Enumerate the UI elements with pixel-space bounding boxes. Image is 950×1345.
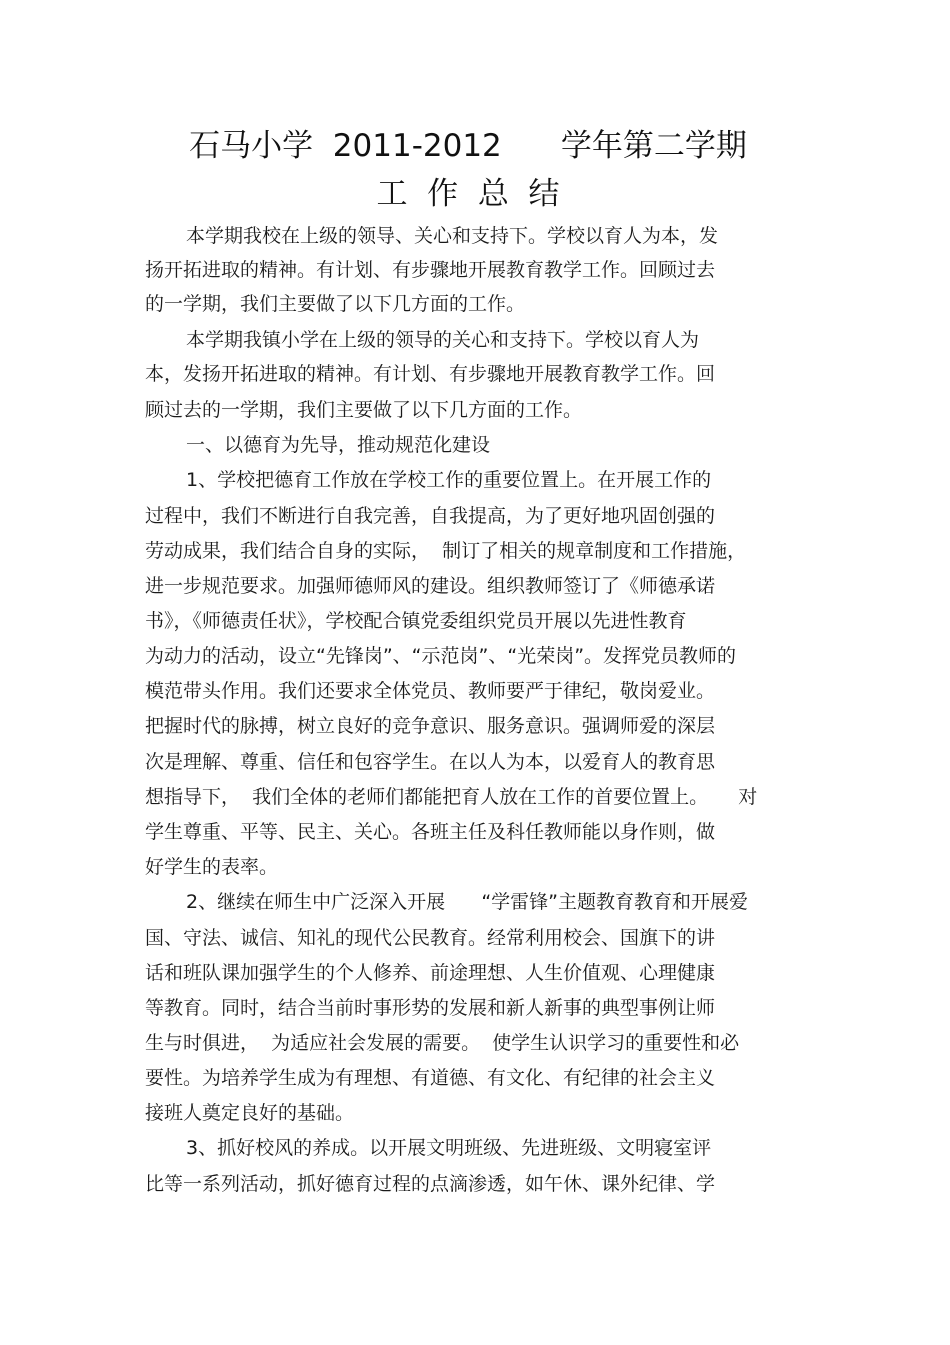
paragraph-line: 3、抓好校风的养成。以开展文明班级、先进班级、文明寝室评 bbox=[186, 1137, 712, 1159]
paragraph-line: 国、守法、诚信、知礼的现代公民教育。经常利用校会、国旗下的讲 bbox=[145, 927, 716, 949]
paragraph-line: 书》，《师德责任状》，学校配合镇党委组织党员开展以先进性教育 bbox=[145, 610, 687, 632]
paragraph-line: 顾过去的一学期，我们主要做了以下几方面的工作。 bbox=[145, 399, 583, 421]
paragraph-line: 想指导下， 我们全体的老师们都能把育人放在工作的首要位置上。 对 bbox=[145, 786, 758, 808]
paragraph-line: 1、学校把德育工作放在学校工作的重要位置上。在开展工作的 bbox=[186, 469, 712, 491]
paragraph-line: 一、以德育为先导，推动规范化建设 bbox=[186, 434, 491, 456]
paragraph-line: 比等一系列活动，抓好德育过程的点滴渗透，如午休、课外纪律、学 bbox=[145, 1173, 716, 1195]
paragraph-line: 本学期我镇小学在上级的领导的关心和支持下。学校以育人为 bbox=[186, 329, 700, 351]
paragraph-line: 生与时俱进， 为适应社会发展的需要。 使学生认识学习的重要性和必 bbox=[145, 1032, 740, 1054]
paragraph-line: 进一步规范要求。加强师德师风的建设。组织教师签订了《师德承诺 bbox=[145, 575, 716, 597]
paragraph-line: 次是理解、尊重、信任和包容学生。在以人为本，以爱育人的教育思 bbox=[145, 751, 716, 773]
paragraph-line: 过程中，我们不断进行自我完善，自我提高，为了更好地巩固创强的 bbox=[145, 505, 716, 527]
paragraph-line: 的一学期，我们主要做了以下几方面的工作。 bbox=[145, 293, 526, 315]
paragraph-line: 模范带头作用。我们还要求全体党员、教师要严于律纪，敬岗爱业。 bbox=[145, 680, 716, 702]
paragraph-line: 要性。为培养学生成为有理想、有道德、有文化、有纪律的社会主义 bbox=[145, 1067, 716, 1089]
paragraph-line: 为动力的活动，设立“先锋岗”、“示范岗”、“光荣岗”。发挥党员教师的 bbox=[145, 645, 737, 667]
paragraph-line: 本学期我校在上级的领导、关心和支持下。学校以育人为本，发 bbox=[186, 225, 719, 247]
paragraph-line: 2、继续在师生中广泛深入开展 “学雷锋”主题教育教育和开展爱 bbox=[186, 891, 749, 913]
paragraph-line: 扬开拓进取的精神。有计划、有步骤地开展教育教学工作。回顾过去 bbox=[145, 259, 716, 281]
document-title: 石马小学 2011-2012 学年第二学期 bbox=[189, 128, 747, 164]
document-subtitle: 工 作 总 结 bbox=[376, 176, 560, 212]
paragraph-line: 话和班队课加强学生的个人修养、前途理想、人生价值观、心理健康 bbox=[145, 962, 716, 984]
paragraph-line: 劳动成果，我们结合自身的实际， 制订了相关的规章制度和工作措施， bbox=[145, 540, 747, 562]
paragraph-line: 接班人奠定良好的基础。 bbox=[145, 1102, 355, 1124]
paragraph-line: 把握时代的脉搏，树立良好的竞争意识、服务意识。强调师爱的深层 bbox=[145, 715, 716, 737]
paragraph-line: 本，发扬开拓进取的精神。有计划、有步骤地开展教育教学工作。回 bbox=[145, 363, 716, 385]
paragraph-line: 学生尊重、平等、民主、关心。各班主任及科任教师能以身作则，做 bbox=[145, 821, 716, 843]
paragraph-line: 等教育。同时，结合当前时事形势的发展和新人新事的典型事例让师 bbox=[145, 997, 716, 1019]
paragraph-line: 好学生的表率。 bbox=[145, 856, 279, 878]
